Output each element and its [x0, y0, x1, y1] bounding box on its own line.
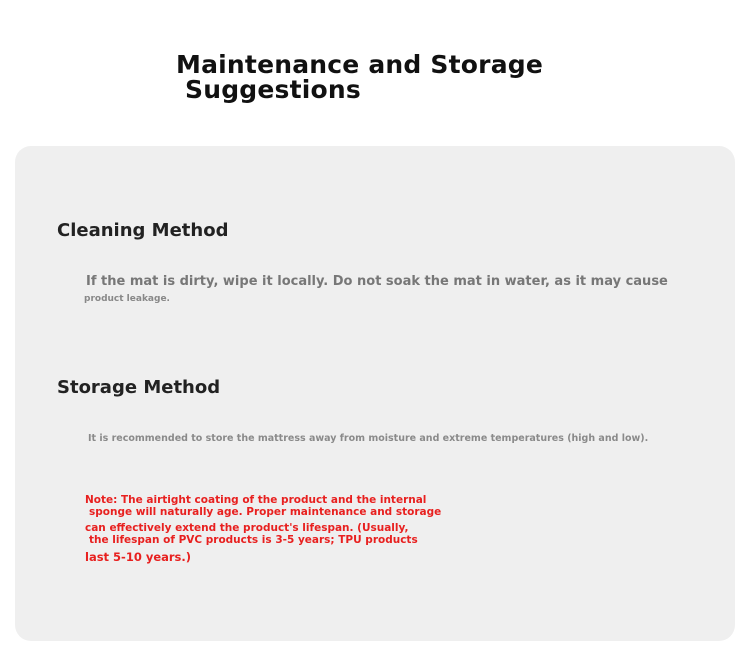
storage-method-text: It is recommended to store the mattress away from moisture and extreme temperatures (high and low). — [88, 433, 649, 444]
maintenance-card — [15, 146, 735, 641]
note-text — [85, 494, 505, 564]
note-line-2: sponge will naturally age. Proper maintenance and storage — [89, 506, 442, 518]
page-title-line-2: Suggestions — [185, 75, 362, 104]
cleaning-method-text — [86, 273, 686, 305]
note-line-5: last 5-10 years.) — [85, 550, 192, 564]
cleaning-text-line-1: If the mat is dirty, wipe it locally. Do not soak the mat in water, as it may cause — [86, 274, 668, 289]
page-title — [176, 52, 596, 102]
note-line-3: can effectively extend the product's lifespan. (Usually, — [85, 522, 409, 534]
note-line-1: Note: The airtight coating of the product and the internal — [85, 494, 427, 506]
cleaning-text-line-2: product leakage. — [84, 294, 170, 304]
cleaning-method-heading: Cleaning Method — [57, 220, 229, 241]
storage-method-heading: Storage Method — [57, 377, 221, 398]
note-line-4: the lifespan of PVC products is 3-5 years; TPU products — [89, 534, 418, 546]
page-title-line-1: Maintenance and Storage — [176, 50, 544, 79]
